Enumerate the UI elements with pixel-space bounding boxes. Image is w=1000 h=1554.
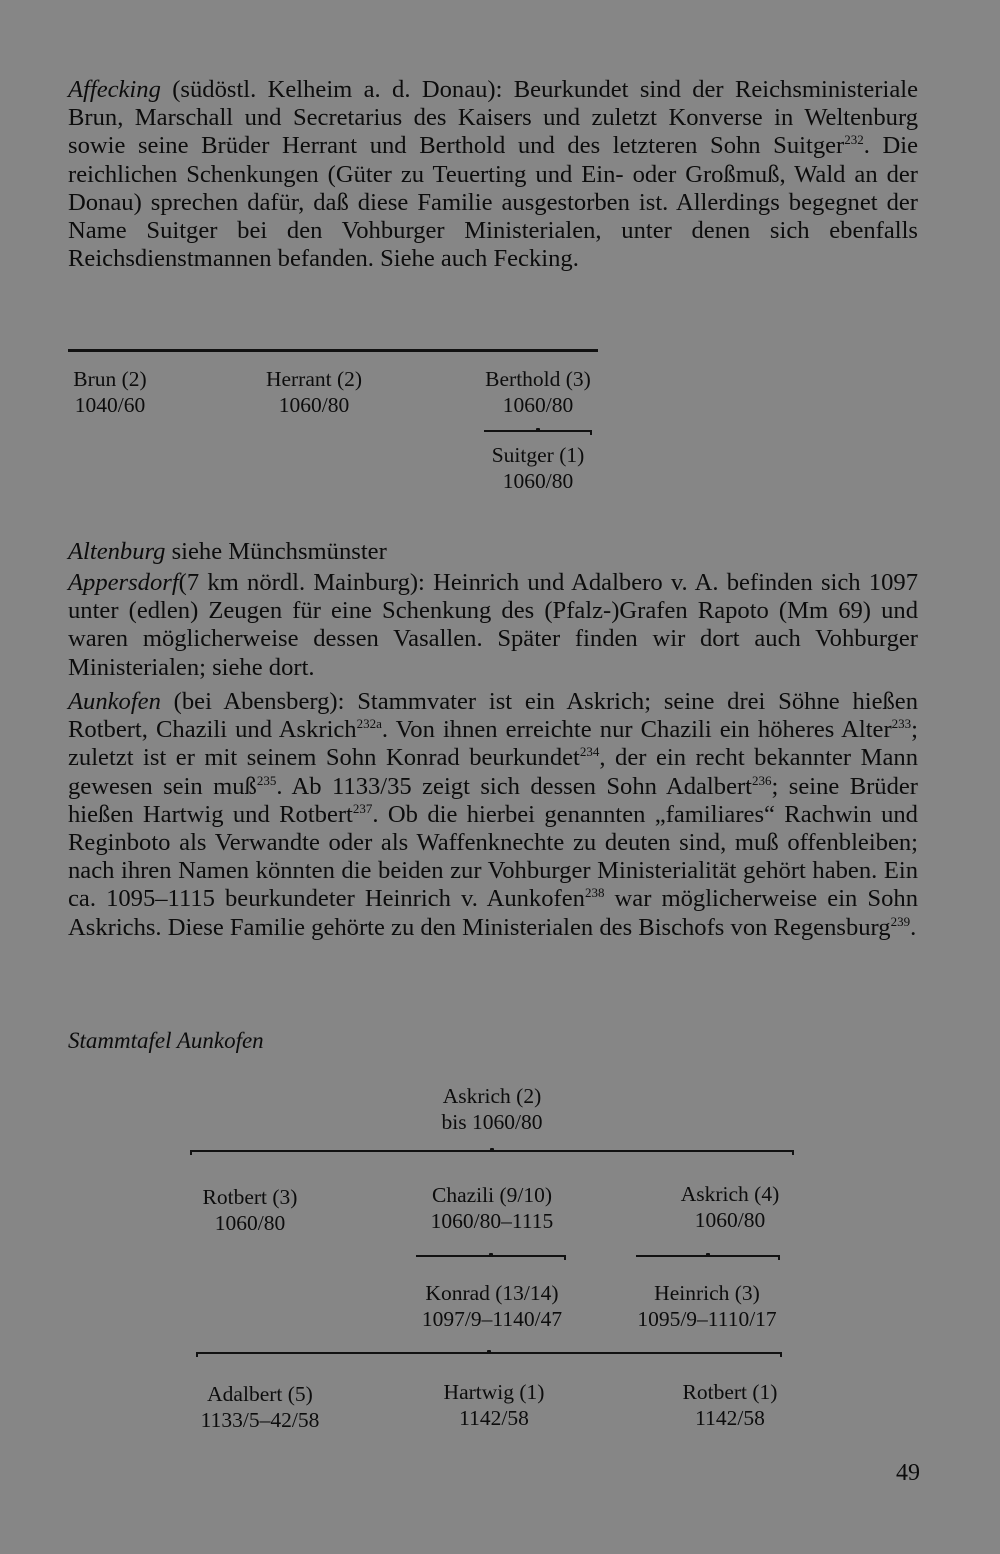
footnote-ref: 234: [579, 744, 600, 760]
person-dates: 1060/80: [214, 1211, 286, 1235]
descent-line: [636, 1255, 780, 1257]
entry-head: Appersdorf: [68, 569, 179, 596]
entry-text: (7 km nördl. Mainburg): Heinrich und Adalbero v. A. befinden sich 1097 unter (edlen) Zeugen für eine Schenkung des (Pfalz-)Grafen Rapoto (Mm 69) und waren möglicherweise dessen Vasallen. Später finden wir dort auch Vohburger Ministerialen; siehe dort.: [68, 569, 918, 681]
tree-node-rotbert-1: [203, 1184, 298, 1236]
entry-text: (bei Abensberg): Stammvater ist ein Askrich; seine drei Söhne hießen Rotbert, Chazili und Askrich: [68, 688, 918, 744]
entry-head: Affecking: [68, 76, 161, 103]
person-dates: 1060/80: [694, 1208, 766, 1232]
figure-caption: Stammtafel Aunkofen: [68, 1028, 264, 1053]
person-dates: 1060/80–1115: [430, 1209, 554, 1233]
tree-node-heinrich: [637, 1280, 776, 1332]
entry-altenburg: [68, 538, 918, 566]
tree-node-askrich-sen: [442, 1083, 543, 1135]
family-line: [68, 349, 598, 352]
entry-appersdorf: [68, 569, 918, 682]
person-dates: 1040/60: [74, 393, 146, 417]
entry-text: . Die reichlichen Schenkungen (Güter zu Teuerting und Ein- oder Großmuß, Wald an der Donau) sprechen dafür, daß diese Familie ausgestorben ist. Allerdings begegnet der Name Suitger bei den Vohburger Ministerialen, unter denen sich ebenfalls Reichsdienstmannen befanden. Siehe auch Fecking.: [68, 132, 918, 273]
tree-node-suitger: [492, 442, 585, 494]
entry-text: ; zuletzt ist er mit seinem Sohn Konrad beurkundet: [68, 716, 918, 772]
entry-text: war möglicherweise ein Sohn Askrichs. Diese Familie gehörte zu den Ministerialen des Bischofs von Regensburg: [68, 885, 919, 941]
person-name: Askrich (4): [680, 1182, 780, 1206]
person-name: Suitger (1): [491, 443, 585, 467]
tree-node-hartwig: [444, 1379, 545, 1431]
person-name: Rotbert (1): [682, 1380, 778, 1404]
tree-node-herrant: [266, 366, 362, 418]
descent-line: [190, 1150, 794, 1152]
person-dates: bis 1060/80: [441, 1110, 543, 1134]
entry-text: . Ob die hierbei genannten „familiares“ Rachwin und Reginboto als Verwandte oder als Waffenknechte zu deuten sind, muß offenbleiben; nach ihren Namen könnten die beiden zur Vohburger Ministerialität gehört haben. Ein ca. 1095–1115 beurkundeter Heinrich v. Aunkofen: [68, 800, 918, 913]
footnote-ref: 239: [890, 913, 911, 929]
person-name: Chazili (9/10): [431, 1183, 553, 1207]
entry-head: Aunkofen: [68, 688, 161, 715]
footnote-ref: 236: [752, 772, 772, 788]
person-dates: 1133/5–42/58: [200, 1408, 320, 1432]
entry-affecking: [68, 76, 918, 273]
descent-line: [484, 430, 592, 432]
entry-text: siehe Münchsmünster: [165, 538, 387, 565]
footnote-ref: 232a: [356, 716, 382, 732]
entry-text: . Von ihnen erreichte nur Chazili ein höheres Alter: [381, 716, 892, 744]
page-number: 49: [896, 1460, 920, 1486]
tree-node-berthold: [485, 366, 591, 418]
person-name: Brun (2): [73, 367, 147, 391]
person-dates: 1095/9–1110/17: [637, 1307, 777, 1331]
tree-node-adalbert: [201, 1381, 320, 1433]
entry-text: .: [910, 913, 917, 941]
descent-line: [416, 1255, 566, 1257]
footnote-ref: 238: [584, 885, 605, 901]
descent-line: [196, 1352, 782, 1354]
entry-head: Altenburg: [68, 538, 166, 565]
person-name: Heinrich (3): [654, 1281, 760, 1305]
person-dates: 1060/80: [502, 393, 574, 417]
tree-node-konrad: [422, 1280, 562, 1332]
person-name: Herrant (2): [265, 367, 363, 391]
entry-aunkofen: [68, 688, 918, 942]
tree-node-rotbert-2: [683, 1379, 778, 1431]
tree-node-chazili: [431, 1182, 554, 1234]
person-name: Rotbert (3): [202, 1185, 298, 1209]
person-dates: 1097/9–1140/47: [421, 1307, 563, 1331]
person-dates: 1060/80: [278, 393, 350, 417]
person-dates: 1142/58: [459, 1406, 529, 1430]
entry-text: . Ab 1133/35 zeigt sich dessen Sohn Adalbert: [276, 772, 753, 800]
footnote-ref: 237: [352, 800, 373, 816]
entry-text: , der ein recht bekannter Mann gewesen sein muß: [68, 744, 918, 800]
person-dates: 1142/58: [695, 1406, 765, 1430]
tree-node-askrich-jun: [681, 1181, 780, 1233]
entry-text: (südöstl. Kelheim a. d. Donau): Beurkundet sind der Reichsministeriale Brun, Marschall und Secretarius des Kaisers und zuletzt Konverse in Weltenburg sowie seine Brüder Herrant und Berthold und des letzteren Sohn Suitger: [68, 76, 918, 160]
entry-text: ; seine Brüder hießen Hartwig und Rotbert: [68, 772, 918, 828]
person-name: Askrich (2): [442, 1084, 542, 1108]
person-name: Berthold (3): [485, 367, 591, 391]
person-name: Konrad (13/14): [425, 1281, 559, 1305]
footnote-ref: 233: [891, 716, 912, 732]
person-name: Adalbert (5): [207, 1382, 313, 1406]
tree-node-brun: [73, 366, 146, 418]
footnote-ref: 235: [256, 772, 277, 788]
person-name: Hartwig (1): [443, 1380, 545, 1404]
footnote-ref: 232: [844, 132, 864, 148]
person-dates: 1060/80: [502, 469, 574, 493]
